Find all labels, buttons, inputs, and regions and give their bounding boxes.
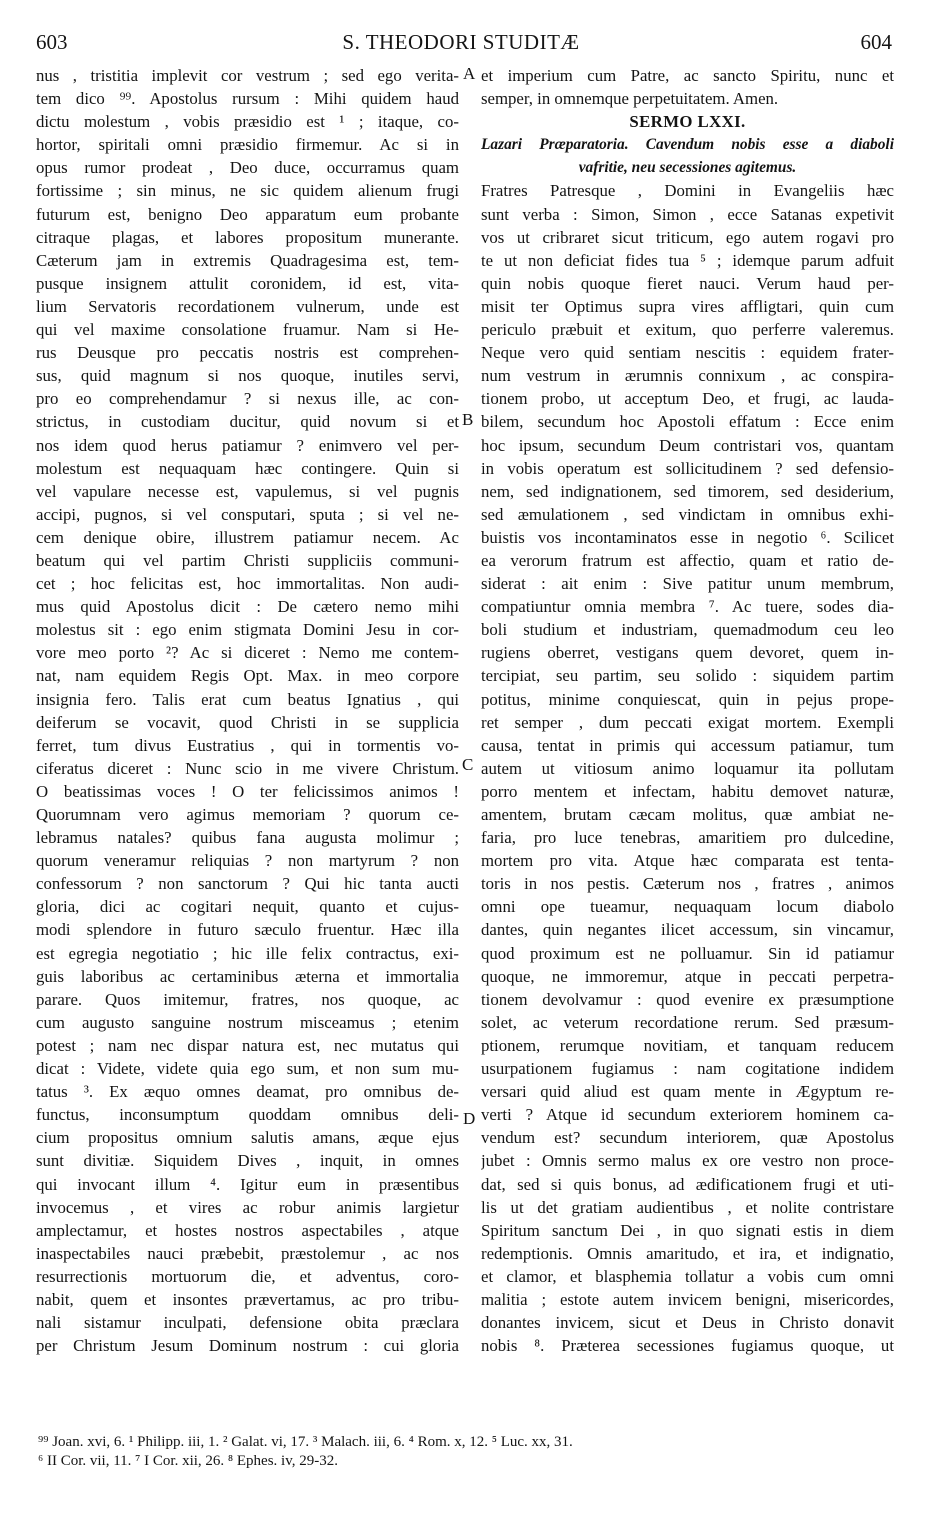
text-line: malitia ; estote autem invicem benigni, misericordes, <box>481 1289 894 1309</box>
text-line: in vobis operatum est sollicitudinem ? sed defensio- <box>481 458 894 478</box>
text-line: Neque vero quid sentiam nescitis : equidem frater- <box>481 343 894 363</box>
text-line: ea verorum fratrum est affectio, quam et ratio de- <box>481 550 894 570</box>
text-line: redemptionis. Omnis amaritudo, et ira, et indignatio, <box>481 1243 894 1263</box>
text-line: et clamor, et blasphemia tollatur a vobis cum omni <box>481 1266 894 1286</box>
footnote-line: ⁹⁹ Joan. xvi, 6. ¹ Philipp. iii, 1. ² Galat. vi, 17. ³ Malach. iii, 6. ⁴ Rom. x, 12. ⁵ Luc. xx, 31. <box>38 1434 573 1450</box>
sermon-subtitle: vafritie, neu secessiones agitemus. <box>578 159 797 177</box>
text-line: confessorum ? non sanctorum ? Qui hic tanta aucti <box>36 874 459 894</box>
text-line: citraque plagas, et labores propositum munerante. <box>36 227 459 247</box>
text-line: ptionem, rerumque novitiam, et tanquam reducem <box>481 1035 894 1055</box>
left-column <box>36 64 459 1357</box>
text-line: rugiens oberret, vestigans quem devoret, quem in- <box>481 643 894 663</box>
text-line: te ut non deficiat fides tua ⁵ ; idemque parum adfuit <box>481 250 894 270</box>
text-line: ferret, tum divus Eustratius , qui in tormentis vo- <box>36 735 459 755</box>
text-line: amplectamur, et hostes nostros aspectabiles , atque <box>36 1220 459 1240</box>
text-line: cet ; hoc felicitas est, hoc immortalitas. Non audi- <box>36 574 459 594</box>
text-line: et imperium cum Patre, ac sancto Spiritu, nunc et <box>481 66 894 85</box>
text-line: functus, inconsumptum quoddam omnibus deli- <box>36 1105 459 1125</box>
text-line: usurpationem fugiamus : nam cogitatione indidem <box>481 1059 894 1079</box>
text-line: solet, ac veterum recordatione rerum. Sed præsum- <box>481 1012 894 1032</box>
running-title: S. THEODORI STUDITÆ <box>342 30 580 54</box>
text-line: opus rumor prodeat , Deo duce, occurramus quam <box>36 158 459 178</box>
text-line: amentem, brutam cæcam molitus, quæ ambiat ne- <box>481 805 894 824</box>
text-line: nobis ⁸. Præterea secessiones fugiamus quoque, ut <box>481 1336 894 1356</box>
margin-marker-c: C <box>462 755 474 774</box>
text-line: dictu molestum , vobis præsidio est ¹ ; itaque, co- <box>36 112 459 132</box>
text-line: faria, pro luce tenebras, amaritiem pro dulcedine, <box>481 828 894 848</box>
text-line: buistis vos incontaminatos esse in negotio ⁶. Scilicet <box>481 527 894 547</box>
text-line: guis laboribus ac certaminibus æterna et immortalia <box>36 966 459 986</box>
text-line: Quorumnam vero agimus memoriam ? quorum ce- <box>36 805 459 824</box>
text-line: cem denique obire, illustrem patiamur necem. Ac <box>36 527 459 547</box>
text-line: sed æmulationem , sed vindictam in omnibus exhi- <box>481 504 894 524</box>
text-line: gloria, dici ac cogitari nequit, quanto et cujus- <box>36 897 459 917</box>
text-line: sunt verba : Simon, Simon , ecce Satanas expetivit <box>481 204 894 224</box>
text-line: versari quid aliud est quam mente in Ægyptum re- <box>481 1082 894 1102</box>
left-page-number: 603 <box>36 30 68 54</box>
footnotes <box>38 1433 894 1471</box>
text-line: mus quid Apostolus dicit : De cætero nemo mihi <box>36 597 459 617</box>
margin-marker-d: D <box>463 1109 476 1128</box>
text-line: fortissime ; sin minus, ne sic quidem alienum frugi <box>36 181 459 201</box>
text-line: pro eo comprehendamur ? si nexus ille, ac con- <box>36 389 459 409</box>
text-line: quod proximum est ne polluamur. Sin id patiamur <box>481 943 894 963</box>
right-page-number: 604 <box>860 30 892 54</box>
text-line: Spiritum sanctum Dei , in quo signati estis in diem <box>481 1220 894 1240</box>
text-line: lebramus natales? quibus fana augusta molimur ; <box>36 828 459 848</box>
text-line: porro mentem et infectam, habitu demovet naturæ, <box>481 781 894 801</box>
text-line: semper, in omnemque perpetuitatem. Amen. <box>481 89 779 109</box>
text-line: dat, sed si quis bonus, ad ædificationem frugi et uti- <box>481 1174 894 1194</box>
text-line: tionem devolvamur : quod evenire ex præsumptione <box>481 989 894 1009</box>
text-line: sunt divitiæ. Siquidem Dives , inquit, in omnes <box>36 1151 459 1171</box>
text-line: jubet : Omnis sermo malus ex ore vestro non proce- <box>481 1151 894 1171</box>
text-line: quin nobis quoque fieret nauci. Verum haud per- <box>481 273 894 293</box>
text-line: hoc ipsum, secundum Deum contristari vos, quantam <box>481 435 894 455</box>
text-line: nem, sed indignationem, sed timorem, sed desiderium, <box>481 481 894 501</box>
text-line: tatus ³. Ex æquo omnes deamat, pro omnibus de- <box>36 1082 459 1102</box>
text-line: tionem probo, ut acceptum Deo, et frugi, ac lauda- <box>481 389 894 409</box>
text-line: strictus, in custodiam ducitur, quid novum si et <box>36 412 459 432</box>
text-line: nabit, quem et insontes prævertamus, ac pro tribu- <box>36 1289 459 1309</box>
text-line: accipi, pugnos, si vel consputari, sputa ; si vel ne- <box>36 504 459 524</box>
text-line: nali sistamur inculpati, defensione obita præclara <box>36 1313 459 1333</box>
text-line: lis ut det gratiam audientibus , et nolite contristare <box>481 1197 894 1217</box>
text-line: nus , tristitia implevit cor vestrum ; sed ego verita- <box>36 66 459 85</box>
text-line: num vestrum in ærumnis connixum , ac conspira- <box>481 366 894 386</box>
text-line: vore meo porto ²? Ac si diceret : Nemo me contem- <box>36 643 459 663</box>
text-line: tem dico ⁹⁹. Apostolus rursum : Mihi quidem haud <box>36 89 459 109</box>
text-line: siderat : ait enim : Sive patitur unum membrum, <box>481 574 894 594</box>
text-line: sus, quid magnum si nos quoque, inutiles servi, <box>36 366 459 386</box>
text-line: Cæterum jam in extremis Quadragesima est, tem- <box>36 250 459 270</box>
text-line: rus Deusque pro peccatis nostris est comprehen- <box>36 343 459 363</box>
text-line: potest ; nam nec dispar natura est, nec mutatus qui <box>36 1035 459 1055</box>
text-line: quorum veneramur reliquias ? non martyrum ? non <box>36 851 459 871</box>
text-line: molestus sit : ego enim stigmata Domini Jesu in cor- <box>36 620 459 640</box>
text-line: qui invocant illum ⁴. Igitur eum in præsentibus <box>36 1174 459 1194</box>
page-header <box>30 30 892 60</box>
text-line: quoque, ne immoremur, atque in peccati perpetra- <box>481 966 894 986</box>
text-line: futurum est, benigno Deo apparatum eum probante <box>36 204 459 224</box>
text-line: nat, nam equidem Regis Opt. Max. in meo corpore <box>36 666 459 686</box>
text-line: inaspectabiles nauci præbebit, præstolemur , ac nos <box>36 1243 459 1263</box>
text-line: verti ? Atque id secundum exteriorem hominem ca- <box>481 1105 894 1125</box>
text-line: bilem, secundum hoc Apostoli effatum : Ecce enim <box>481 412 894 432</box>
text-line: deiferum se vocavit, quod Christi in se supplicia <box>36 712 459 732</box>
text-line: vendum est? secundum interiorem, quæ Apostolus <box>481 1128 894 1148</box>
text-line: molestum est nequaquam hæc contingere. Quin si <box>36 458 459 478</box>
text-line: dicat : Videte, videte quia ego sum, et non sum mu- <box>36 1059 459 1079</box>
footnote-line: ⁶ II Cor. vii, 11. ⁷ I Cor. xii, 26. ⁸ Ephes. iv, 29-32. <box>38 1453 338 1469</box>
text-line: potitus, minime conquiescat, quin in pejus prope- <box>481 689 894 709</box>
text-line: O beatissimas voces ! O ter felicissimos animos ! <box>36 781 459 801</box>
text-line: pusque insignem attulit coronidem, id est, vita- <box>36 273 459 293</box>
text-line: donantes invicem, sicut et Deus in Christo donavit <box>481 1313 894 1333</box>
margin-marker-a: A <box>463 64 476 83</box>
text-line: Fratres Patresque , Domini in Evangeliis hæc <box>481 181 894 201</box>
text-line: resurrectionis mortuorum die, et adventus, coro- <box>36 1266 459 1286</box>
text-line: cium propositus omnium salutis amans, æque ejus <box>36 1128 459 1148</box>
text-line: insignia fero. Talis erat cum beatus Ignatius , qui <box>36 689 459 709</box>
text-line: lium Servatoris recordationem vulnerum, unde est <box>36 296 459 316</box>
text-line: beatum qui vel partim Christi suppliciis communi- <box>36 550 459 570</box>
text-line: misit ter Optimus supra vires affligtari, quin cum <box>481 296 894 316</box>
text-line: parare. Quos imitemur, fratres, nos quoque, ac <box>36 989 459 1009</box>
text-line: invocemus , et vires ac robur animis largietur <box>36 1197 459 1217</box>
text-line: mortem pro vita. Atque hæc comparata est tenta- <box>481 851 894 871</box>
text-line: autem ut vitiosum animo loquamur ita pollutam <box>481 758 894 778</box>
text-line: vel vapulare necesse est, vapulemus, si vel pugnis <box>36 481 459 501</box>
text-line: dantes, quin negantes ilicet accessum, sin vincamur, <box>481 920 894 940</box>
text-line: modi splendore in futuro sæculo fruentur. Hæc illa <box>36 920 459 940</box>
text-line: compatiuntur omnia membra ⁷. Ac tuere, sodes dia- <box>481 597 894 617</box>
text-line: omni ope tueamur, nequaquam locum diabolo <box>481 897 894 917</box>
text-line: causa, tentat in primis qui accessum patiamur, tum <box>481 735 894 755</box>
sermon-subtitle: Lazari Præparatoria. Cavendum nobis esse a diaboli <box>481 136 894 154</box>
text-line: boli studium et industriam, quemadmodum ceu leo <box>481 620 894 640</box>
margin-marker-b: B <box>462 410 474 429</box>
text-line: tercipiat, seu partim, seu solido : siquidem partim <box>481 666 894 686</box>
text-line: hortor, spiritali omni præsidio firmemur. Ac si in <box>36 135 459 155</box>
text-line: ret semper , dum peccati exigat mortem. Exempli <box>481 712 894 732</box>
text-line: per Christum Jesum Dominum nostrum : cui gloria <box>36 1336 459 1356</box>
right-column <box>481 64 894 1357</box>
text-line: est egregia negotiatio ; hic ille felix contractus, exi- <box>36 943 459 963</box>
text-line: vos ut cribraret sicut triticum, ego autem rogavi pro <box>481 227 894 247</box>
text-line: ciferatus diceret : Nunc scio in me vivere Christum. <box>36 758 459 778</box>
text-line: toris in nos pestis. Cæterum nos , fratres , animos <box>481 874 894 894</box>
text-line: periculo præbuit et exitum, quo perferre valeremus. <box>481 320 894 340</box>
sermon-heading: SERMO LXXI. <box>629 112 746 132</box>
text-line: nos idem quod herus patiamur ? enimvero vel per- <box>36 435 459 455</box>
text-line: qui vel maxime consolatione fruamur. Nam si He- <box>36 320 459 340</box>
text-line: cum augusto sanguine nostrum misceamus ; etenim <box>36 1012 459 1032</box>
